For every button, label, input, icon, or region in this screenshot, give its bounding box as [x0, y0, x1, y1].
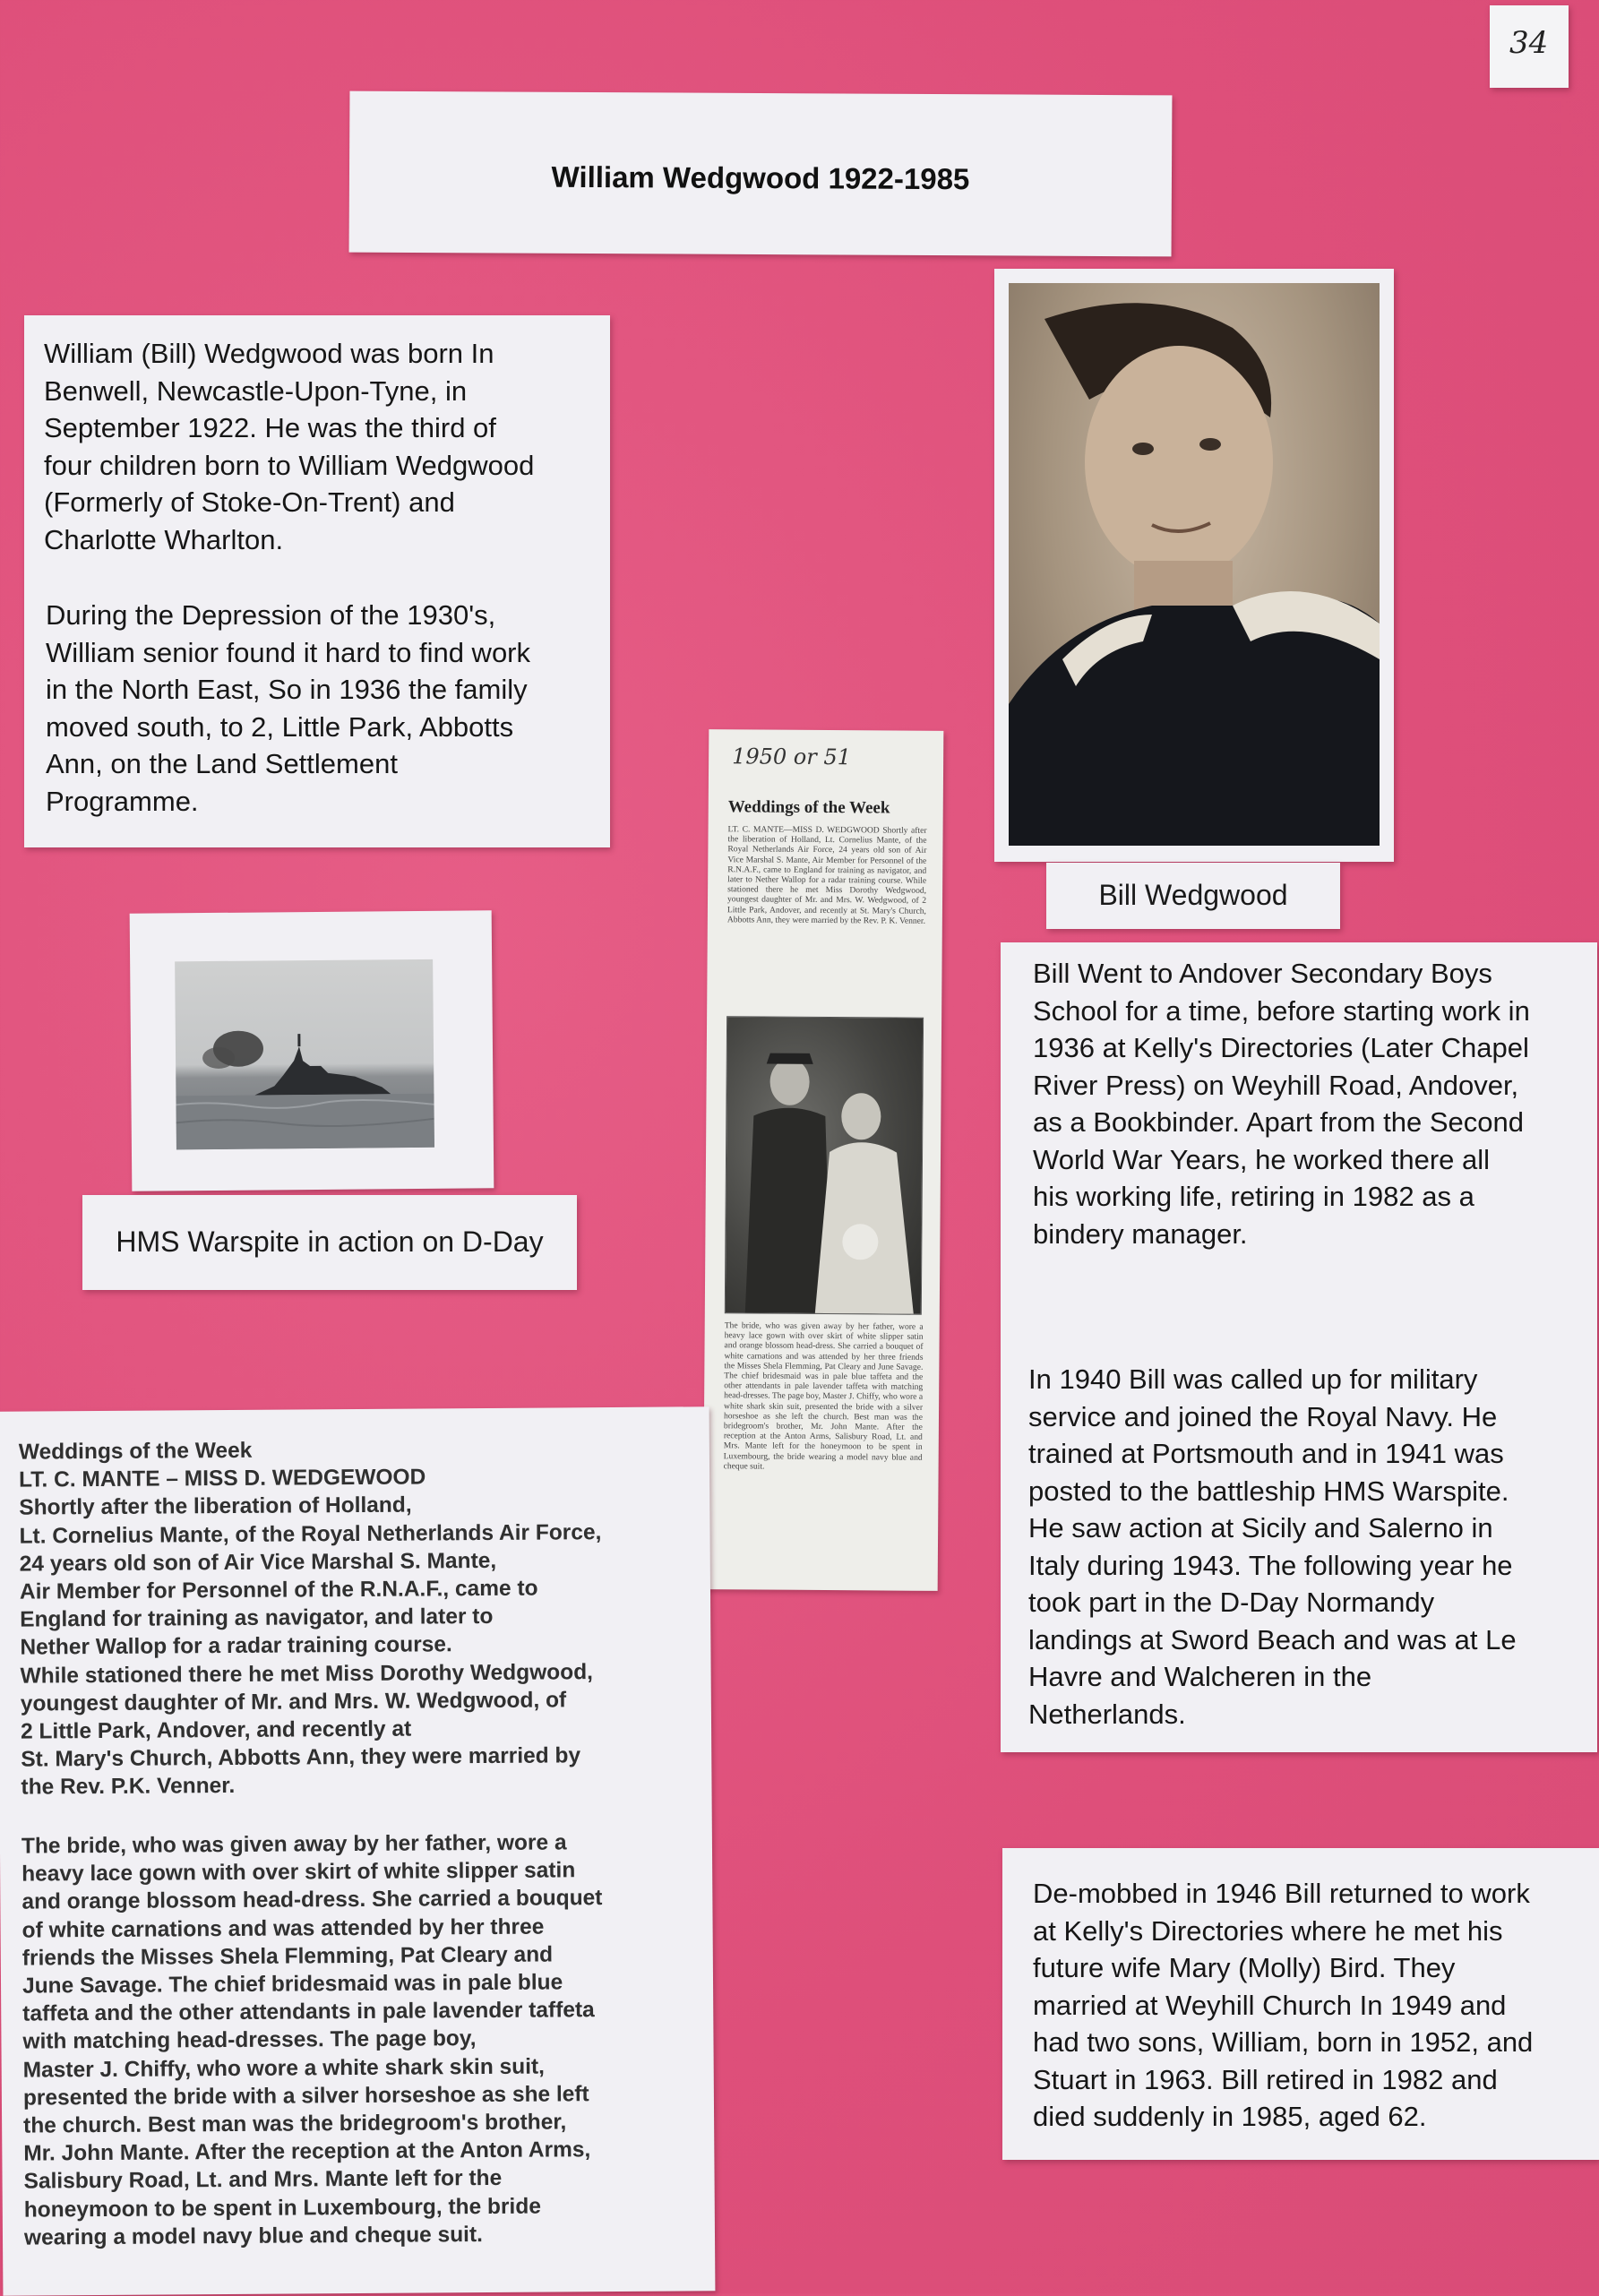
- bill-wedgwood-portrait: [1009, 283, 1380, 846]
- hms-warspite-photo: [175, 959, 434, 1150]
- portrait-caption-slip: [1046, 863, 1340, 929]
- page-title: William Wedgwood 1922-1985: [349, 159, 1172, 198]
- wedding-transcript-part1: Weddings of the Week LT. C. MANTE – MISS D. WEDGEWOOD Shortly after the liberation of Holland, Lt. Cornelius Mante, of the Royal Netherlands Air Force, 24 years old son of Air Vice Marshal S. Mante, Air Member for Personnel of the R.N.A.F., came to England for training as navigator, and later to Nether Wallop for a radar training course. While stationed there he met Miss Dorothy Wedgwood, youngest daughter of Mr. and Mrs. W. Wedgwood, of 2 Little Park, Andover, and recently at St. Mary's Church, Abbotts Ann, they were married by the Rev. P.K. Venner.: [19, 1433, 711, 1802]
- navy-paragraph: In 1940 Bill was called up for military service and joined the Royal Navy. He trained at Portsmouth and in 1941 was posted to the battleship HMS Warspite. He saw action at Sicily and Salerno in Italy during 1943. The following year he took part in the D-Day Normandy landings at Sword Beach and was at Le Havre and Walcheren in the Netherlands.: [1028, 1361, 1584, 1733]
- ship-photo-card: [130, 910, 494, 1191]
- newspaper-clipping: [703, 729, 944, 1591]
- portrait-caption: Bill Wedgwood: [1046, 879, 1340, 912]
- early-life-card: [24, 315, 610, 847]
- wedding-transcript-part2: The bride, who was given away by her father, wore a heavy lace gown with over skirt of white slipper satin and orange blossom head-dress. She carried a bouquet of white carnations and was attended by her three friends the Misses Shela Flemming, Pat Cleary and June Savage. The chief bridesmaid was in pale blue taffeta and the other attendants in pale lavender taffeta with matching head-dresses. The page boy, Master J. Chiffy, who wore a white shark skin suit, presented the bride with a silver horseshoe as she left the church. Best man was the bridegroom's brother, Mr. John Mante. After the reception at the Anton Arms, Salisbury Road, Lt. and Mrs. Mante left for the honeymoon to be spent in Luxembourg, the bride wearing a model navy blue and cheque suit.: [21, 1827, 714, 2251]
- page-number: 34: [1509, 25, 1548, 61]
- clipping-body-bottom: The bride, who was given away by her father, wore a heavy lace gown with over skirt of white slipper satin and orange blossom head-dress. She carried a bouquet of white carnations and was attended by her three friends the Misses Shela Flemming, Pat Cleary and June Savage. The chief bridesmaid was in pale blue taffeta and the other attendants in pale lavender taffeta with matching head-dresses. The page boy, Master J. Chiffy, who wore a white shark skin suit, presented the bride with a silver horseshoe as she left the church. Best man was the bridegroom's brother, Mr. John Mante. After the reception at the Anton Arms, Salisbury Road, Lt. and Mrs. Mante left for the honeymoon to be spent in Luxembourg, the bride wearing a model navy blue and cheque suit.: [723, 1320, 924, 1582]
- ship-caption-slip: [82, 1195, 577, 1290]
- work-paragraph: Bill Went to Andover Secondary Boys School for a time, before starting work in 1936 at Kelly's Directories (Later Chapel River Press) on Weyhill Road, Andover, as a Bookbinder. Apart from the Second World War Years, he worked there all his working life, retiring in 1982 as a bindery manager.: [1033, 955, 1588, 1252]
- clipping-date: 1950 or 51: [732, 744, 851, 770]
- wedding-photo: [725, 1016, 924, 1315]
- later-life-paragraph: De-mobbed in 1946 Bill returned to work at Kelly's Directories where he met his future wife Mary (Molly) Bird. They married at Weyhill Church In 1949 and had two sons, William, born in 1952, and Stuart in 1963. Bill retired in 1982 and died suddenly in 1985, aged 62.: [1033, 1875, 1588, 2136]
- wedding-transcript-card: [0, 1406, 715, 2296]
- portrait-frame: [994, 269, 1394, 862]
- work-and-war-card: [1001, 942, 1597, 1752]
- clipping-headline: Weddings of the Week: [728, 797, 925, 819]
- later-life-card: [1002, 1848, 1599, 2160]
- birth-paragraph: William (Bill) Wedgwood was born In Benwell, Newcastle-Upon-Tyne, in September 1922. He was the third of four children born to William Wedgwood (Formerly of Stoke-On-Trent) and Charlotte Wharlton.: [44, 335, 599, 558]
- ship-caption: HMS Warspite in action on D-Day: [82, 1225, 577, 1259]
- depression-paragraph: During the Depression of the 1930's, William senior found it hard to find work in the North East, So in 1936 the family moved south, to 2, Little Park, Abbotts Ann, on the Land Settlement Programme.: [46, 597, 601, 820]
- title-slip: [349, 91, 1173, 257]
- page-number-tag: [1490, 5, 1569, 88]
- clipping-body-top: LT. C. MANTE—MISS D. WEDGWOOD Shortly after the liberation of Holland, Lt. Cornelius Mante, of the Royal Netherlands Air Force, 24 years old son of Air Vice Marshal S. Mante, Air Member for Personnel of the R.N.A.F., came to England for training as navigator, and later to Nether Wallop for a radar training course. While stationed there he met Miss Dorothy Wedgwood, youngest daughter of Mr. and Mrs. W. Wedgwood, of 2 Little Park, Andover, and recently at St. Mary's Church, Abbotts Ann, they were married by the Rev. P. K. Venner.: [726, 824, 927, 1059]
